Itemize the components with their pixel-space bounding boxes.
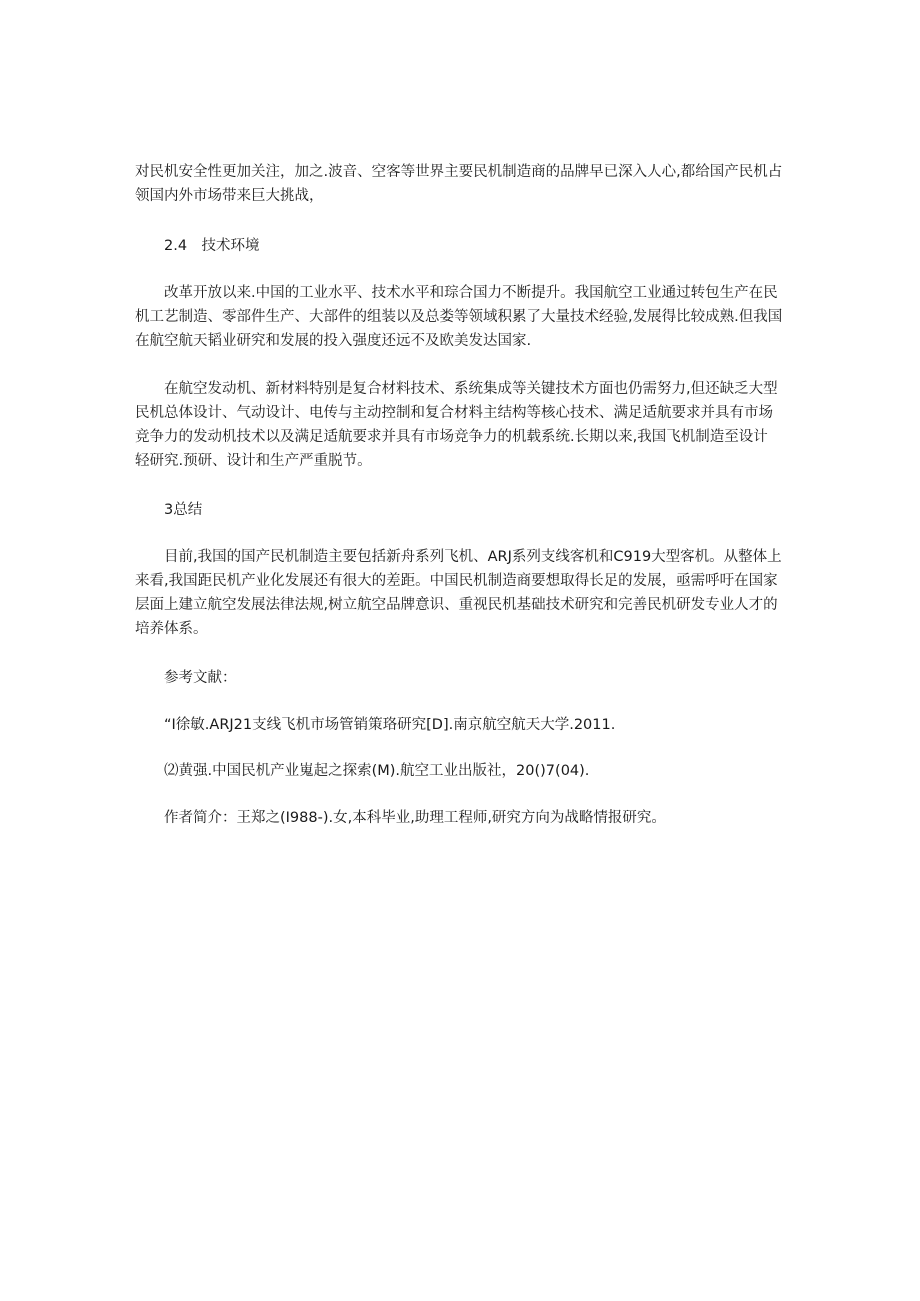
paragraph-engine [135, 377, 790, 473]
author-bio: 作者简介：王郑之(I988-).女,本科毕业,助理工程师,研究方向为战略情报研究。 [164, 810, 666, 826]
paragraph-summary [135, 545, 790, 641]
reference-item-2: ⑵黄强.中国民机产业嵬起之探索(M).航空工业出版社，20()7(04). [164, 763, 590, 779]
text-line: 改革开放以来.中国的工业水平、技术水平和琮合国力不断提升。我国航空工业通过转包生产在民 [164, 285, 778, 301]
reference-item-1: “I徐敏.ARJ21支线飞机市场管销策珞研究[D].南京航空航天大学.2011. [164, 717, 616, 733]
paragraph-continuation [135, 160, 790, 208]
text-line: 目前,我国的国产民机制造主要包括新舟系列飞机、ARJ系列支线客机和C919大型客机。从整体上 [164, 549, 782, 565]
text-line: 领国内外市场带来巨大挑战， [135, 188, 324, 204]
text-line: 来看,我国距民机产业化发展还有很大的差距。中国民机制造商要想取得长足的发展，亟需呼吁在国家 [135, 573, 778, 589]
section-heading-3: 3总结 [164, 502, 203, 518]
paragraph-reform [135, 281, 790, 353]
text-line: 民机总体设计、气动设计、电传与主动控制和复合材料主结构等核心技术、满足适航要求并具有市场 [135, 405, 773, 421]
text-line: 培养体系。 [135, 621, 208, 637]
text-line: 层面上建立航空发展法律法规,树立航空品牌意识、重视民机基础技术研究和完善民机研发专业人才的 [135, 597, 778, 613]
references-label: 参考文献： [164, 670, 237, 686]
text-line: 轻研究.预研、设计和生产严重脱节。 [135, 453, 372, 469]
text-line: 对民机安全性更加关注，加之.波音、空客等世界主要民机制造商的品牌早已深入人心,都给国产民机占 [135, 164, 783, 180]
text-line: 在航空发动机、新材料特别是复合材料技术、系统集成等关键技术方面也仍需努力,但还缺乏大型 [164, 381, 778, 397]
text-line: 在航空航天韬业研究和发展的投入强度还远不及欧美发达国家. [135, 333, 532, 349]
section-heading-2-4: 2.4 技术环境 [164, 238, 260, 254]
text-line: 机工艺制造、零部件生产、大部件的组装以及总娄等领域积累了大量技术经验,发展得比较成熟.但我国 [135, 309, 783, 325]
text-line: 竞争力的发动机技术以及满足适航要求并具有市场竞争力的机载系统.长期以来,我国飞机制造至设计 [135, 429, 768, 445]
